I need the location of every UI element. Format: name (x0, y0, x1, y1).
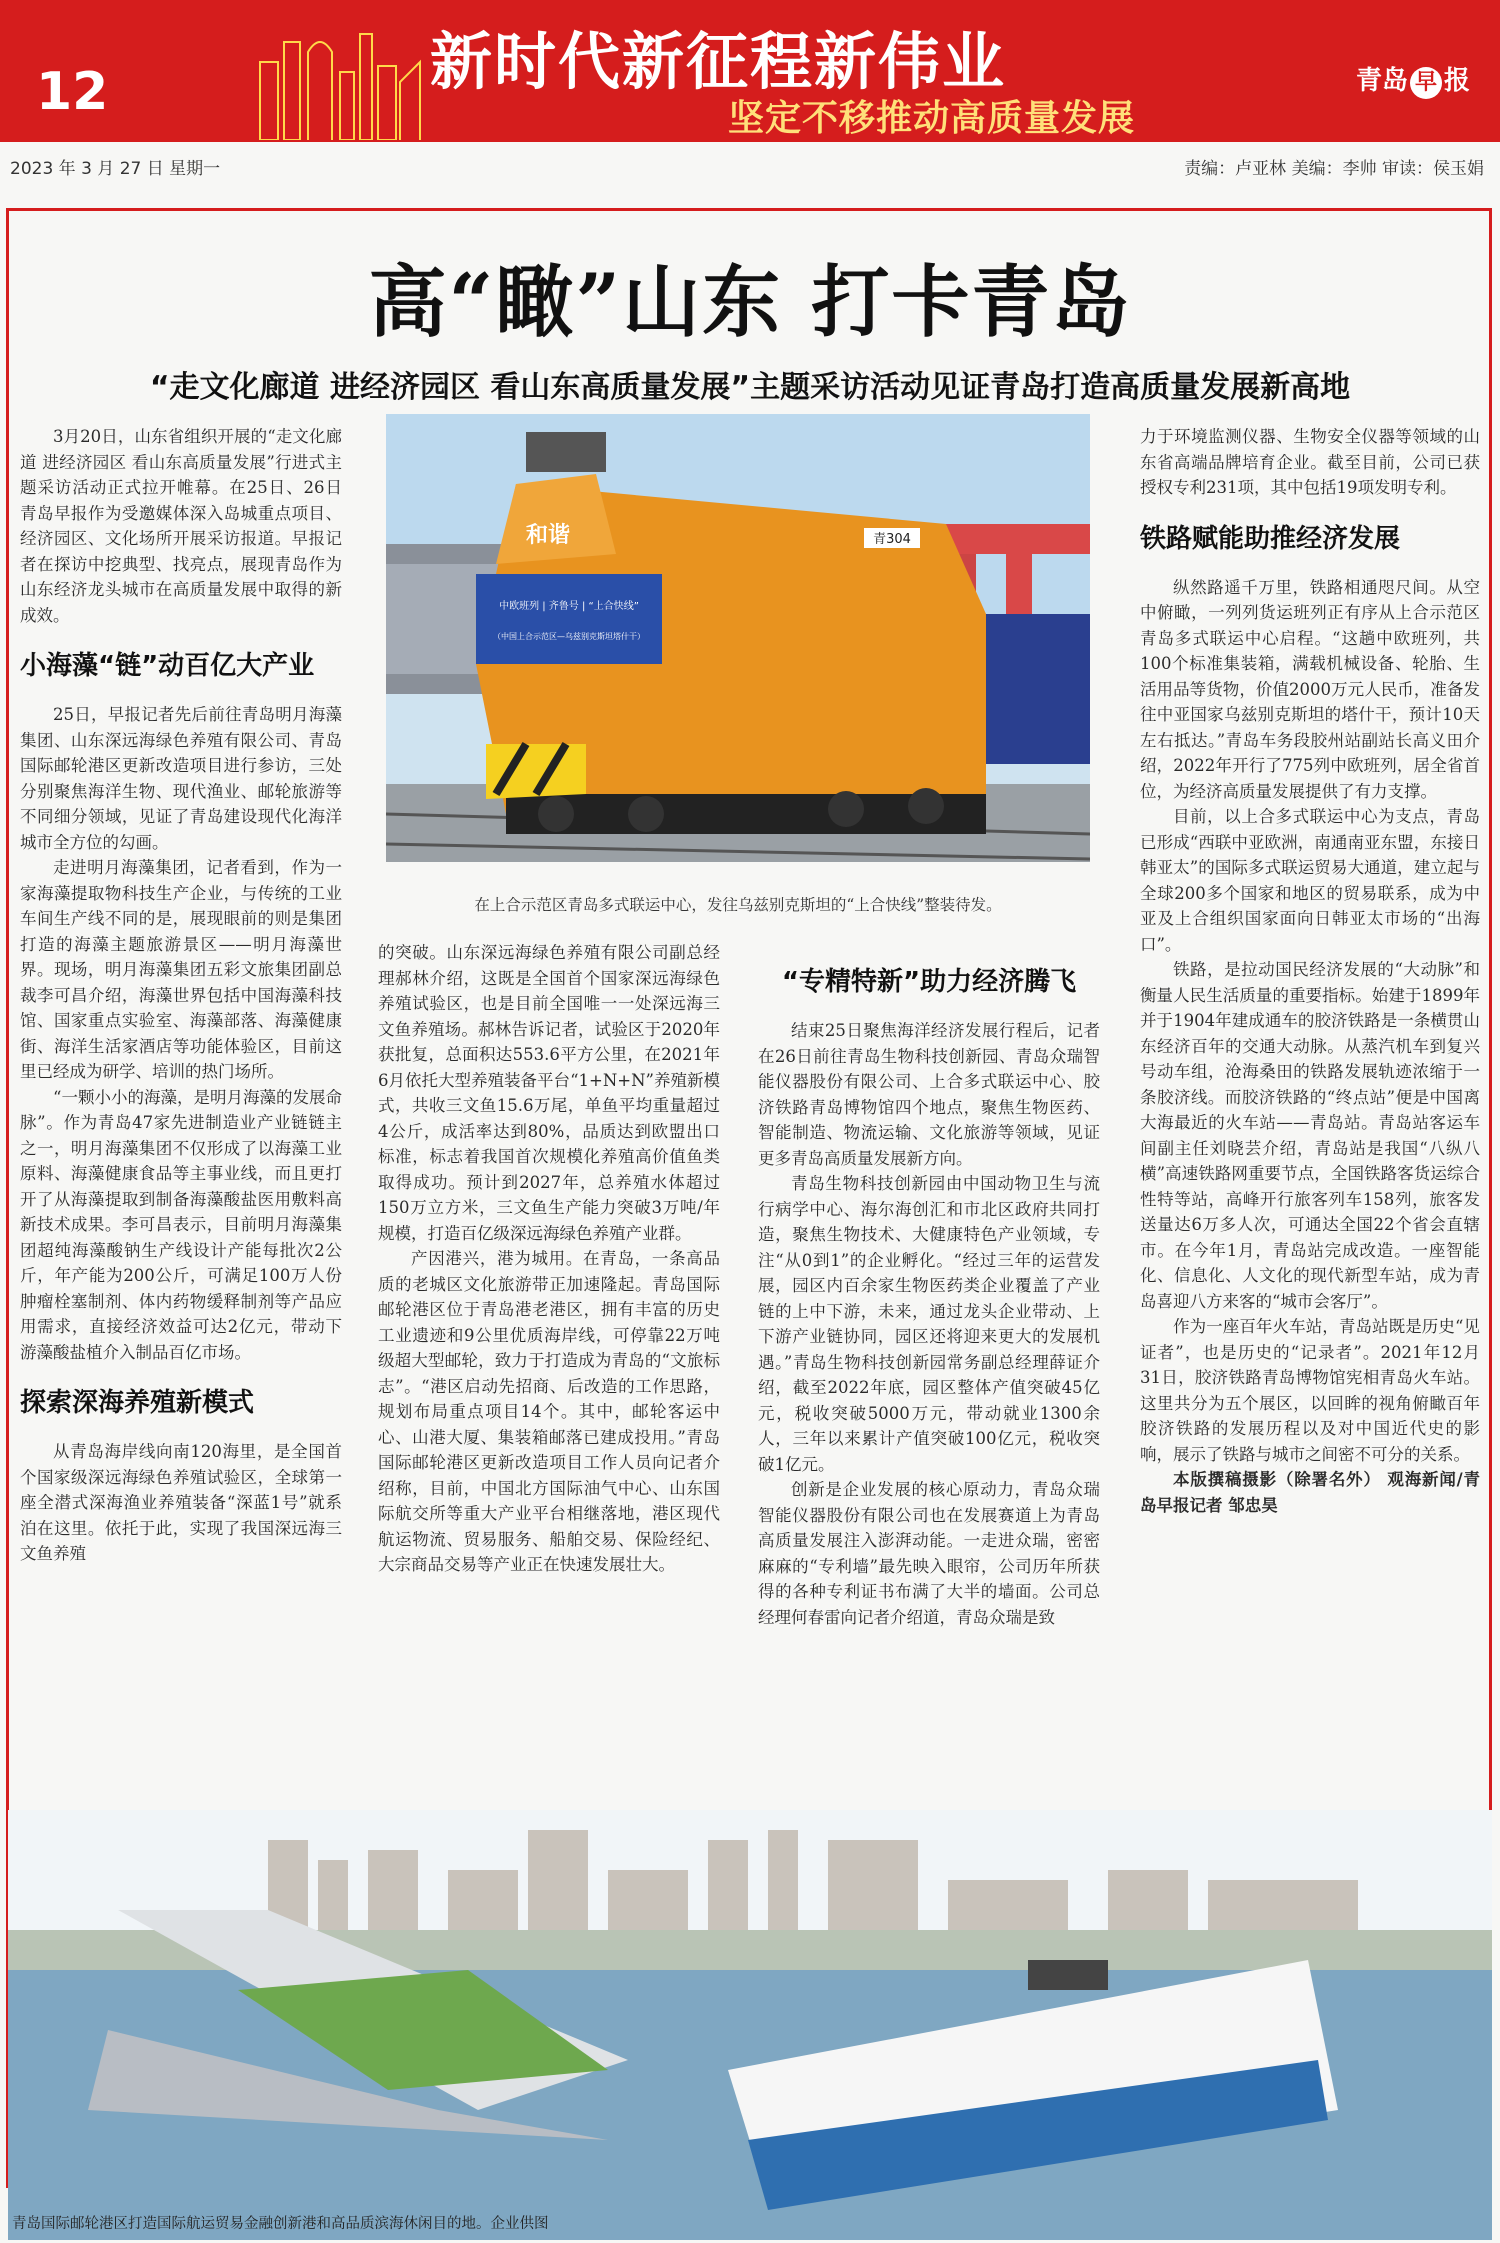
paragraph: “一颗小小的海藻，是明月海藻的发展命脉”。作为青岛47家先进制造业产业链链主之一，明月海藻集团不仅形成了以海藻工业原料、海藻健康食品等主事业线，而且更打开了从海藻提取到制备海藻酸盐医用敷料高新技术成果。李可昌表示，目前明月海藻集团超纯海藻酸钠生产线设计产能每批次2公斤，年产能为200公斤，可满足100万人份肿瘤栓塞制剂、体内药物缓释制剂等产品应用需求，直接经济效益可达2亿元，带动下游藻酸盐植介入制品百亿市场。 (20, 1087, 342, 1362)
photo-caption: 在上合示范区青岛多式联运中心，发往乌兹别克斯坦的“上合快线”整装待发。 (474, 896, 1002, 914)
paragraph: 产因港兴，港为城用。在青岛，一条高品质的老城区文化旅游带正加速隆起。青岛国际邮轮港区位于青岛港老港区，拥有丰富的历史工业遗迹和9公里优质海岸线，可停靠22万吨级超大型邮轮，致力于打造成为青岛的“文旅标志”。“港区启动先招商、后改造的工作思路，规划布局重点项目14个。其中，邮轮客运中心、山港大厦、集装箱邮落已建成投用。”青岛国际邮轮港区更新改造项目工作人员向记者介绍称，目前，中国北方国际油气中心、山东国际航交所等重大产业平台相继落地，港区现代航运物流、贸易服务、船舶交易、保险经纪、大宗商品交易等产业正在快速发展壮大。 (378, 1249, 720, 1574)
paragraph: 作为一座百年火车站，青岛站既是历史“见证者”，也是历史的“记录者”。2021年12月31日，胶济铁路青岛博物馆宪相青岛火车站。这里共分为五个展区，以回眸的视角俯瞰百年胶济铁路的发展历程以及对中国近代史的影响，展示了铁路与城市之间密不可分的关系。 (1140, 1317, 1480, 1464)
banner-subtitle: 坚定不移推动高质量发展 (728, 97, 1136, 139)
skyline-decoration (250, 22, 430, 140)
page-number: 12 (36, 62, 109, 122)
subheadline: “走文化廊道 进经济园区 看山东高质量发展”主题采访活动见证青岛打造高质量发展新高地 (149, 370, 1351, 405)
train-number: 青304 (873, 532, 911, 547)
paragraph: 的突破。山东深远海绿色养殖有限公司副总经理郝林介绍，这既是全国首个国家深远海绿色养殖试验区，也是目前全国唯一一处深远海三文鱼养殖场。郝林告诉记者，试验区于2020年获批复，总面积达553.6平方公里，在2021年6月依托大型养殖装备平台“1+N+N”养殖新模式，共收三文鱼15.6万尾，单鱼平均重量超过4公斤，成活率达到80%，品质达到欧盟出口标准，标志着我国首次规模化养殖高价值鱼类取得成功。预计到2027年，总养殖水体超过150万立方米，三文鱼生产能力突破3万吨/年规模，打造百亿级深远海绿色养殖产业群。 (378, 943, 720, 1243)
paragraph: 纵然路遥千万里，铁路相通咫尺间。从空中俯瞰，一列列货运班列正有序从上合示范区青岛多式联运中心启程。“这趟中欧班列，共100个标准集装箱，满载机械设备、轮胎、生活用品等货物，价值2000万元人民币，准备发往中亚国家乌兹别克斯坦的塔什干，预计10天左右抵达。”青岛车务段胶州站副站长高义田介绍，2022年开行了775列中欧班列，居全省首位，为经济高质量发展提供了有力支撑。 (1140, 577, 1480, 801)
section-heading-deepsea: 探索深海养殖新模式 (20, 1388, 255, 1418)
logo-text-right: 报 (1443, 66, 1470, 96)
paragraph: 创新是企业发展的核心原动力，青岛众瑞智能仪器股份有限公司也在发展赛道上为青岛高质量发展注入澎湃动能。一走进众瑞，密密麻麻的“专利墙”最先映入眼帘，公司历年所获得的各种专利证书布满了大半的墙面。公司总经理何春雷向记者介绍道，青岛众瑞是致 (758, 1480, 1100, 1627)
cruise-port-photo (8, 1810, 1492, 2240)
train-logo-text: 和谐 (526, 523, 571, 548)
column-1 (20, 424, 342, 1567)
section-heading-special: “专精特新”助力经济腾飞 (781, 967, 1077, 997)
bottom-photo-caption: 青岛国际邮轮港区打造国际航运贸易金融创新港和高品质滨海休闲目的地。企业供图 (12, 2216, 549, 2232)
paragraph: 结束25日聚焦海洋经济发展行程后，记者在26日前往青岛生物科技创新园、青岛众瑞智能仪器股份有限公司、上合多式联运中心、胶济铁路青岛博物馆四个地点，聚焦生物医药、智能制造、物流运输、文化旅游等领域，见证更多青岛高质量发展新方向。 (758, 1021, 1100, 1168)
byline: 本版撰稿摄影（除署名外） 观海新闻/青岛早报记者 邹忠昊 (1140, 1470, 1480, 1515)
newspaper-logo (1356, 60, 1470, 99)
train-sign-line2: （中国上合示范区—乌兹别克斯坦塔什干） (493, 632, 645, 641)
issue-date: 2023 年 3 月 27 日 星期一 (10, 159, 221, 179)
train-sign-line1: 中欧班列 | 齐鲁号 | “上合快线” (499, 601, 639, 612)
train-photo (386, 414, 1090, 862)
logo-text-left: 青岛 (1355, 66, 1408, 96)
section-heading-seaweed: 小海藻“链”动百亿大产业 (20, 651, 315, 681)
section-heading-railway: 铁路赋能助推经济发展 (1140, 523, 1401, 554)
paragraph: 铁路，是拉动国民经济发展的“大动脉”和衡量人民生活质量的重要指标。始建于1899年并于1904年建成通车的胶济铁路是一条横贯山东经济百年的交通大动脉。从蒸汽机车到复兴号动车组，沧海桑田的铁路发展轨迹浓缩于一条胶济线。而胶济铁路的“终点站”便是中国离大海最近的火车站——青岛站。青岛站客运车间副主任刘晓芸介绍，青岛站是我国“八纵八横”高速铁路网重要节点，全国铁路客货运综合性特等站，高峰开行旅客列车158列，旅客发送量达6万多人次，可通达全国22个省会直辖市。在今年1月，青岛站完成改造。一座智能化、信息化、人文化的现代新型车站，成为青岛喜迎八方来客的“城市会客厅”。 (1140, 960, 1480, 1311)
paragraph: 力于环境监测仪器、生物安全仪器等领域的山东省高端品牌培育企业。截至目前，公司已获授权专利231项，其中包括19项发明专利。 (1140, 427, 1480, 497)
column-2 (378, 940, 720, 1578)
paragraph: 走进明月海藻集团，记者看到，作为一家海藻提取物科技生产企业，与传统的工业车间生产线不同的是，展现眼前的则是集团打造的海藻主题旅游景区——明月海藻世界。现场，明月海藻集团五彩文旅集团副总裁李可昌介绍，海藻世界包括中国海藻科技馆、国家重点实验室、海藻部落、海藻健康街、海洋生活家酒店等功能体验区，目前这里已经成为研学、培训的热门场所。 (20, 858, 342, 1081)
masthead-banner (0, 0, 1500, 142)
paragraph: 从青岛海岸线向南120海里，是全国首个国家级深远海绿色养殖试验区，全球第一座全潜式深海渔业养殖装备“深蓝1号”就系泊在这里。依托于此，实现了我国深远海三文鱼养殖 (20, 1442, 342, 1563)
banner-title: 新时代新征程新伟业 (430, 25, 1007, 98)
paragraph: 目前，以上合多式联运中心为支点，青岛已形成“西联中亚欧洲，南通南亚东盟，东接日韩亚太”的国际多式联运贸易大通道，建立起与全球200多个国家和地区的贸易联系，成为中亚及上合组织国家面向日韩亚太市场的“出海口”。 (1140, 807, 1480, 954)
paragraph: 25日，早报记者先后前往青岛明月海藻集团、山东深远海绿色养殖有限公司、青岛国际邮轮港区更新改造项目进行参访，三处分别聚焦海洋生物、现代渔业、邮轮旅游等不同细分领域，见证了青岛建设现代化海洋城市全方位的勾画。 (20, 705, 342, 852)
column-4 (1140, 424, 1480, 1518)
column-3 (758, 940, 1100, 1630)
intro-paragraph: 3月20日，山东省组织开展的“走文化廊道 进经济园区 看山东高质量发展”行进式主题采访活动正式拉开帷幕。在25日、26日青岛早报作为受邀媒体深入岛城重点项目、经济园区、文化场所开展采访报道。早报记者在探访中挖典型、找亮点，展现青岛作为山东经济龙头城市在高质量发展中取得的新成效。 (20, 427, 342, 625)
editor-credits: 责编：卢亚林 美编：李帅 审读：侯玉娟 (1184, 159, 1484, 179)
page-meta (0, 148, 1500, 184)
headline: 高“瞰”山东 打卡青岛 (368, 257, 1132, 348)
logo-circle: 早 (1410, 67, 1442, 99)
paragraph: 青岛生物科技创新园由中国动物卫生与流行病学中心、海尔海创汇和市北区政府共同打造，聚焦生物技术、大健康特色产业领域，专注“从0到1”的企业孵化。“经过三年的运营发展，园区内百余家生物医药类企业覆盖了产业链的上中下游，未来，通过龙头企业带动、上下游产业链协同，园区还将迎来更大的发展机遇。”青岛生物科技创新园常务副总经理薛证介绍，截至2022年底，园区整体产值突破45亿元，税收突破5000万元，带动就业1300余人，三年以来累计产值突破100亿元，税收突破1亿元。 (758, 1174, 1100, 1474)
